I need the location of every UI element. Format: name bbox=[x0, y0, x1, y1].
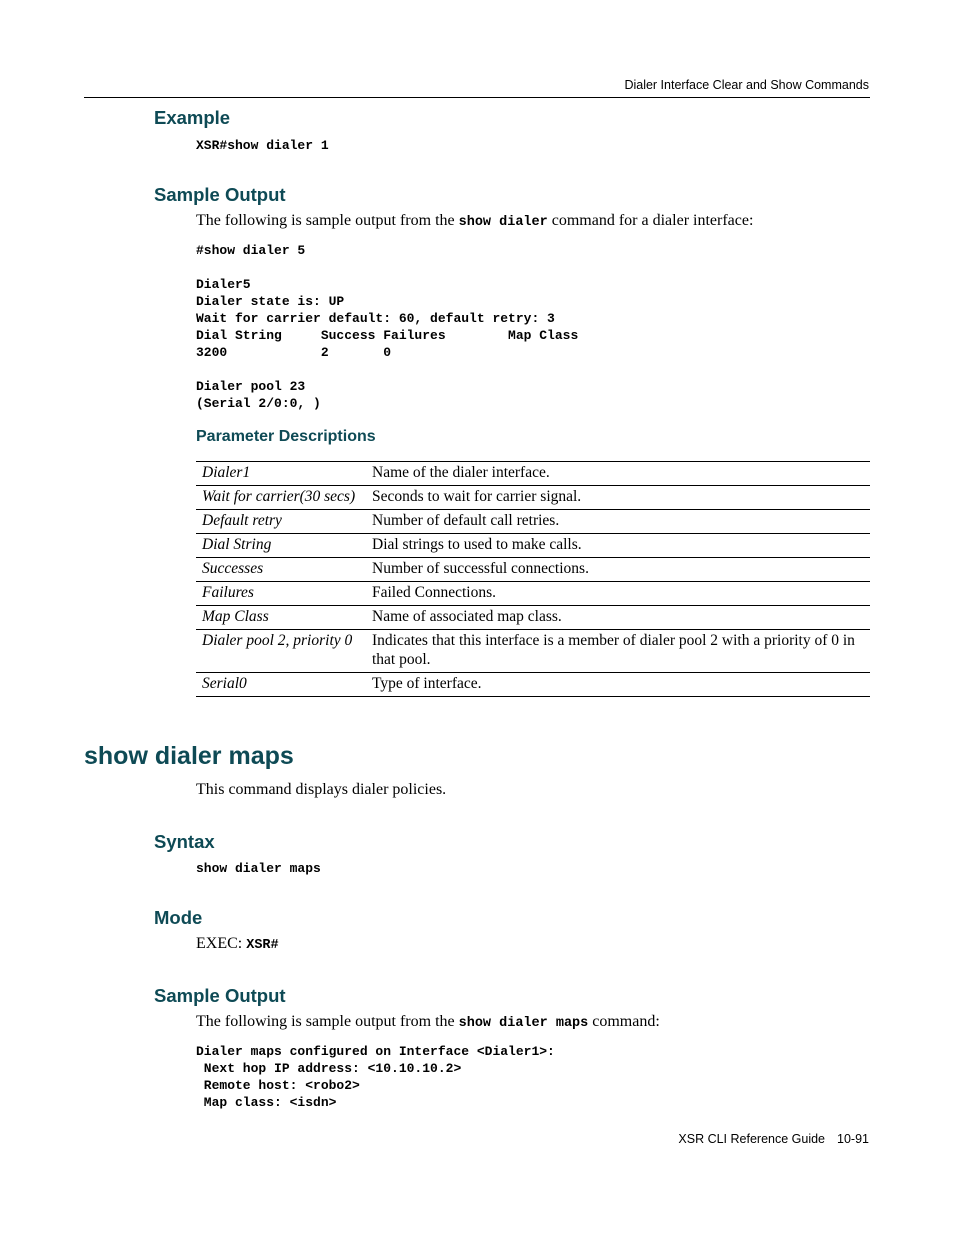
parameter-term: Failures bbox=[196, 582, 364, 606]
intro-command: show dialer bbox=[458, 215, 548, 230]
running-header: Dialer Interface Clear and Show Commands bbox=[624, 78, 869, 92]
example-heading: Example bbox=[154, 107, 231, 128]
parameter-description: Name of associated map class. bbox=[364, 606, 870, 630]
parameter-description: Failed Connections. bbox=[364, 582, 870, 606]
parameter-row bbox=[196, 534, 870, 558]
parameter-descriptions-heading: Parameter Descriptions bbox=[196, 428, 376, 445]
parameter-term: Dialer pool 2, priority 0 bbox=[196, 630, 364, 673]
parameter-description: Number of successful connections. bbox=[364, 558, 870, 582]
footer-guide-title: XSR CLI Reference Guide bbox=[678, 1132, 826, 1146]
header-rule bbox=[84, 97, 870, 98]
intro-2-text-after: command: bbox=[588, 1013, 660, 1030]
example-code: XSR#show dialer 1 bbox=[196, 138, 329, 153]
parameter-term: Serial0 bbox=[196, 673, 364, 697]
sample-output-heading: Sample Output bbox=[154, 184, 286, 205]
parameter-row bbox=[196, 510, 870, 534]
parameter-description: Dial strings to used to make calls. bbox=[364, 534, 870, 558]
parameter-description: Name of the dialer interface. bbox=[364, 462, 870, 486]
sample-output-2-intro bbox=[196, 1013, 660, 1031]
parameter-row bbox=[196, 558, 870, 582]
parameter-term: Dial String bbox=[196, 534, 364, 558]
sample-output-2-heading: Sample Output bbox=[154, 985, 286, 1006]
parameter-description: Seconds to wait for carrier signal. bbox=[364, 486, 870, 510]
parameter-term: Map Class bbox=[196, 606, 364, 630]
parameter-row bbox=[196, 606, 870, 630]
parameter-description: Indicates that this interface is a member of dialer pool 2 with a priority of 0 in that pool. bbox=[364, 630, 870, 673]
syntax-code: show dialer maps bbox=[196, 861, 321, 876]
mode-prompt: XSR# bbox=[246, 938, 279, 953]
parameter-table bbox=[196, 461, 870, 697]
parameter-description: Type of interface. bbox=[364, 673, 870, 697]
intro-2-text-before: The following is sample output from the bbox=[196, 1013, 459, 1030]
parameter-row bbox=[196, 673, 870, 697]
sample-output-intro bbox=[196, 212, 753, 230]
parameter-row bbox=[196, 582, 870, 606]
parameter-row bbox=[196, 486, 870, 510]
parameter-row bbox=[196, 462, 870, 486]
intro-text-before: The following is sample output from the bbox=[196, 212, 459, 229]
parameter-term: Wait for carrier(30 secs) bbox=[196, 486, 364, 510]
parameter-term: Dialer1 bbox=[196, 462, 364, 486]
syntax-heading: Syntax bbox=[154, 831, 215, 852]
parameter-description: Number of default call retries. bbox=[364, 510, 870, 534]
parameter-term: Default retry bbox=[196, 510, 364, 534]
parameter-term: Successes bbox=[196, 558, 364, 582]
intro-text-after: command for a dialer interface: bbox=[547, 212, 754, 229]
mode-line bbox=[196, 935, 279, 953]
intro-2-command: show dialer maps bbox=[458, 1016, 589, 1031]
page-number: 10-91 bbox=[837, 1132, 869, 1146]
section-title: show dialer maps bbox=[84, 742, 294, 770]
section-description: This command displays dialer policies. bbox=[196, 781, 447, 798]
sample-output-code: #show dialer 5 Dialer5 Dialer state is: UP Wait for carrier default: 60, default retry: 3 Dial String Success Failures Map Class 3200 2 0 Dialer pool 23 (Serial 2/0:0, ) bbox=[196, 243, 579, 411]
mode-heading: Mode bbox=[154, 907, 203, 928]
parameter-row bbox=[196, 630, 870, 673]
sample-output-2-code: Dialer maps configured on Interface <Dialer1>: Next hop IP address: <10.10.10.2> Remote host: <robo2> Map class: <isdn> bbox=[196, 1044, 555, 1110]
page-footer bbox=[678, 1132, 869, 1146]
mode-label: EXEC: bbox=[196, 935, 247, 952]
